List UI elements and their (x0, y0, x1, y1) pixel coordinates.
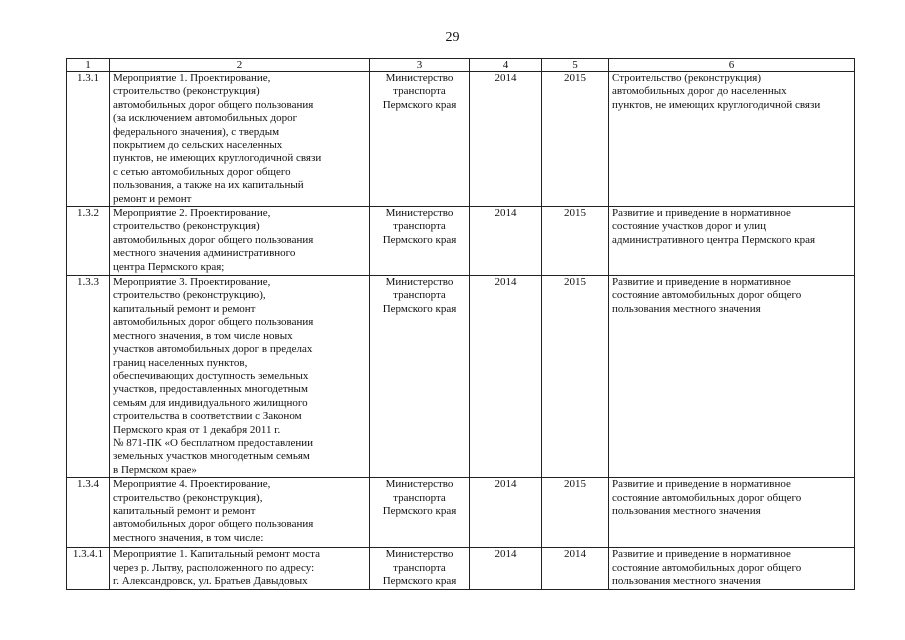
header-cell-5: 5 (542, 59, 609, 72)
row-number: 1.3.2 (67, 207, 110, 276)
table-row (67, 72, 855, 207)
event-description: Мероприятие 1. Проектирование, строительство (реконструкция) автомобильных дорог общего пользования (за исключением автомобильных дорог федерального значения), с твердым покрытием до сельских населенных пунктов, не имеющих круглогодичной связи с сетью автомобильных дорог общего пользования, а также на их капитальный ремонт и ремонт (110, 72, 370, 207)
row-number: 1.3.3 (67, 276, 110, 478)
end-year: 2015 (542, 207, 609, 276)
header-cell-2: 2 (110, 59, 370, 72)
event-description: Мероприятие 3. Проектирование, строительство (реконструкцию), капитальный ремонт и ремонт автомобильных дорог общего пользования местного значения, в том числе новых участков автомобильных дорог в пределах границ населенных пунктов, обеспечивающих доступность земельных участков, предоставленных многодетным семьям для индивидуального жилищного строительства в соответствии с Законом Пермского края от 1 декабря 2011 г. № 871-ПК «О бесплатном предоставлении земельных участков многодетным семьям в Пермском крае» (110, 276, 370, 478)
table-row (67, 207, 855, 276)
end-year: 2015 (542, 276, 609, 478)
table-row (67, 276, 855, 478)
header-cell-4: 4 (470, 59, 542, 72)
expected-result: Строительство (реконструкция) автомобильных дорог до населенных пунктов, не имеющих круглогодичной связи (609, 72, 855, 207)
event-description: Мероприятие 4. Проектирование, строительство (реконструкция), капитальный ремонт и ремонт автомобильных дорог общего пользования местного значения, в том числе: (110, 478, 370, 548)
start-year: 2014 (470, 72, 542, 207)
row-number: 1.3.4 (67, 478, 110, 548)
executor: Министерство транспорта Пермского края (370, 207, 470, 276)
row-number: 1.3.4.1 (67, 548, 110, 590)
start-year: 2014 (470, 207, 542, 276)
executor: Министерство транспорта Пермского края (370, 72, 470, 207)
executor: Министерство транспорта Пермского края (370, 548, 470, 590)
event-description: Мероприятие 1. Капитальный ремонт моста через р. Лытву, расположенного по адресу: г. Александровск, ул. Братьев Давыдовых (110, 548, 370, 590)
table-row (67, 478, 855, 548)
expected-result: Развитие и приведение в нормативное состояние автомобильных дорог общего пользования местного значения (609, 276, 855, 478)
start-year: 2014 (470, 478, 542, 548)
executor: Министерство транспорта Пермского края (370, 478, 470, 548)
start-year: 2014 (470, 548, 542, 590)
page-number: 29 (445, 30, 460, 45)
header-cell-6: 6 (609, 59, 855, 72)
expected-result: Развитие и приведение в нормативное состояние участков дорог и улиц административного центра Пермского края (609, 207, 855, 276)
expected-result: Развитие и приведение в нормативное состояние автомобильных дорог общего пользования местного значения (609, 478, 855, 548)
executor: Министерство транспорта Пермского края (370, 276, 470, 478)
header-row (67, 59, 855, 72)
table-row (67, 548, 855, 590)
row-number: 1.3.1 (67, 72, 110, 207)
measures-table (66, 58, 855, 590)
end-year: 2015 (542, 72, 609, 207)
header-cell-3: 3 (370, 59, 470, 72)
event-description: Мероприятие 2. Проектирование, строительство (реконструкция) автомобильных дорог общего пользования местного значения административного центра Пермского края; (110, 207, 370, 276)
start-year: 2014 (470, 276, 542, 478)
end-year: 2015 (542, 478, 609, 548)
end-year: 2014 (542, 548, 609, 590)
expected-result: Развитие и приведение в нормативное состояние автомобильных дорог общего пользования местного значения (609, 548, 855, 590)
header-cell-1: 1 (67, 59, 110, 72)
